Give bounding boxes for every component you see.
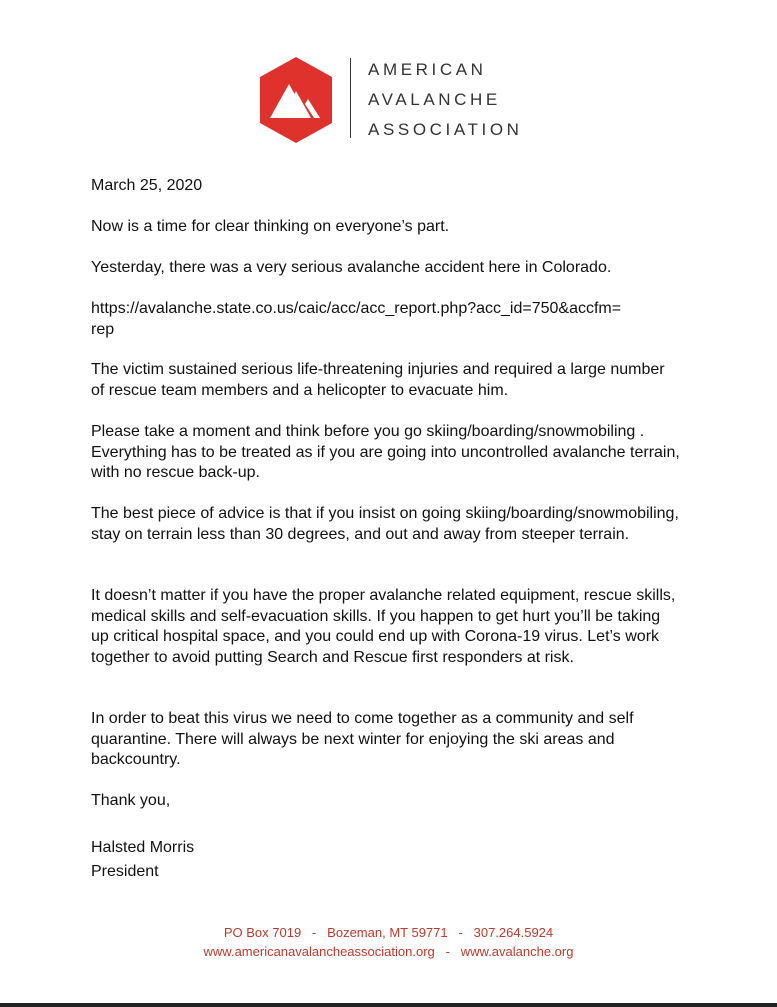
- report-link-line-1[interactable]: https://avalanche.state.co.us/caic/acc/acc_report.php?acc_id=750&accfm=: [91, 300, 622, 317]
- footer-websites[interactable]: www.americanavalancheassociation.org - www.avalanche.org: [203, 944, 574, 959]
- signer-title: President: [91, 863, 159, 880]
- closing: Thank you,: [91, 792, 171, 809]
- footer-address: PO Box 7019 - Bozeman, MT 59771 - 307.264.5924: [223, 925, 554, 940]
- paragraph-2: Yesterday, there was a very serious avalanche accident here in Colorado.: [91, 259, 612, 276]
- bottom-edge: [0, 1003, 777, 1007]
- org-name-line-1: AMERICAN: [368, 60, 487, 79]
- org-name-line-3: ASSOCIATION: [368, 120, 523, 139]
- signer-name: Halsted Morris: [91, 839, 195, 856]
- paragraph-3: The victim sustained serious life-threatening injuries and required a large number of rescue team members and a helicopter to evacuate him.: [91, 361, 665, 399]
- paragraph-4: Please take a moment and think before you go skiing/boarding/snowmobiling . Everything has to be treated as if you are going into uncontrolled avalanche terrain, with no rescue back-up.: [91, 423, 680, 481]
- logo: [256, 55, 336, 145]
- letter-date: March 25, 2020: [91, 177, 203, 194]
- report-link-line-2[interactable]: rep: [91, 320, 115, 338]
- paragraph-6: It doesn’t matter if you have the proper avalanche related equipment, rescue skills, medical skills and self-evacuation skills. If you happen to get hurt you’ll be taking up critical hospital space, and you could end up with Corona-19 virus. Let’s work together to avoid putting Search and Rescue first responders at risk.: [91, 587, 676, 666]
- paragraph-5: The best piece of advice is that if you insist on going skiing/boarding/snowmobiling, stay on terrain less than 30 degrees, and out and away from steeper terrain.: [91, 505, 679, 543]
- paragraph-7: In order to beat this virus we need to come together as a community and self quarantine. There will always be next winter for enjoying the ski areas and backcountry.: [91, 710, 634, 768]
- org-name-line-2: AVALANCHE: [368, 90, 501, 109]
- paragraph-1: Now is a time for clear thinking on everyone’s part.: [91, 218, 450, 235]
- header-divider: [350, 58, 351, 138]
- mountain-hexagon-icon: [256, 55, 336, 145]
- report-link[interactable]: [91, 299, 731, 340]
